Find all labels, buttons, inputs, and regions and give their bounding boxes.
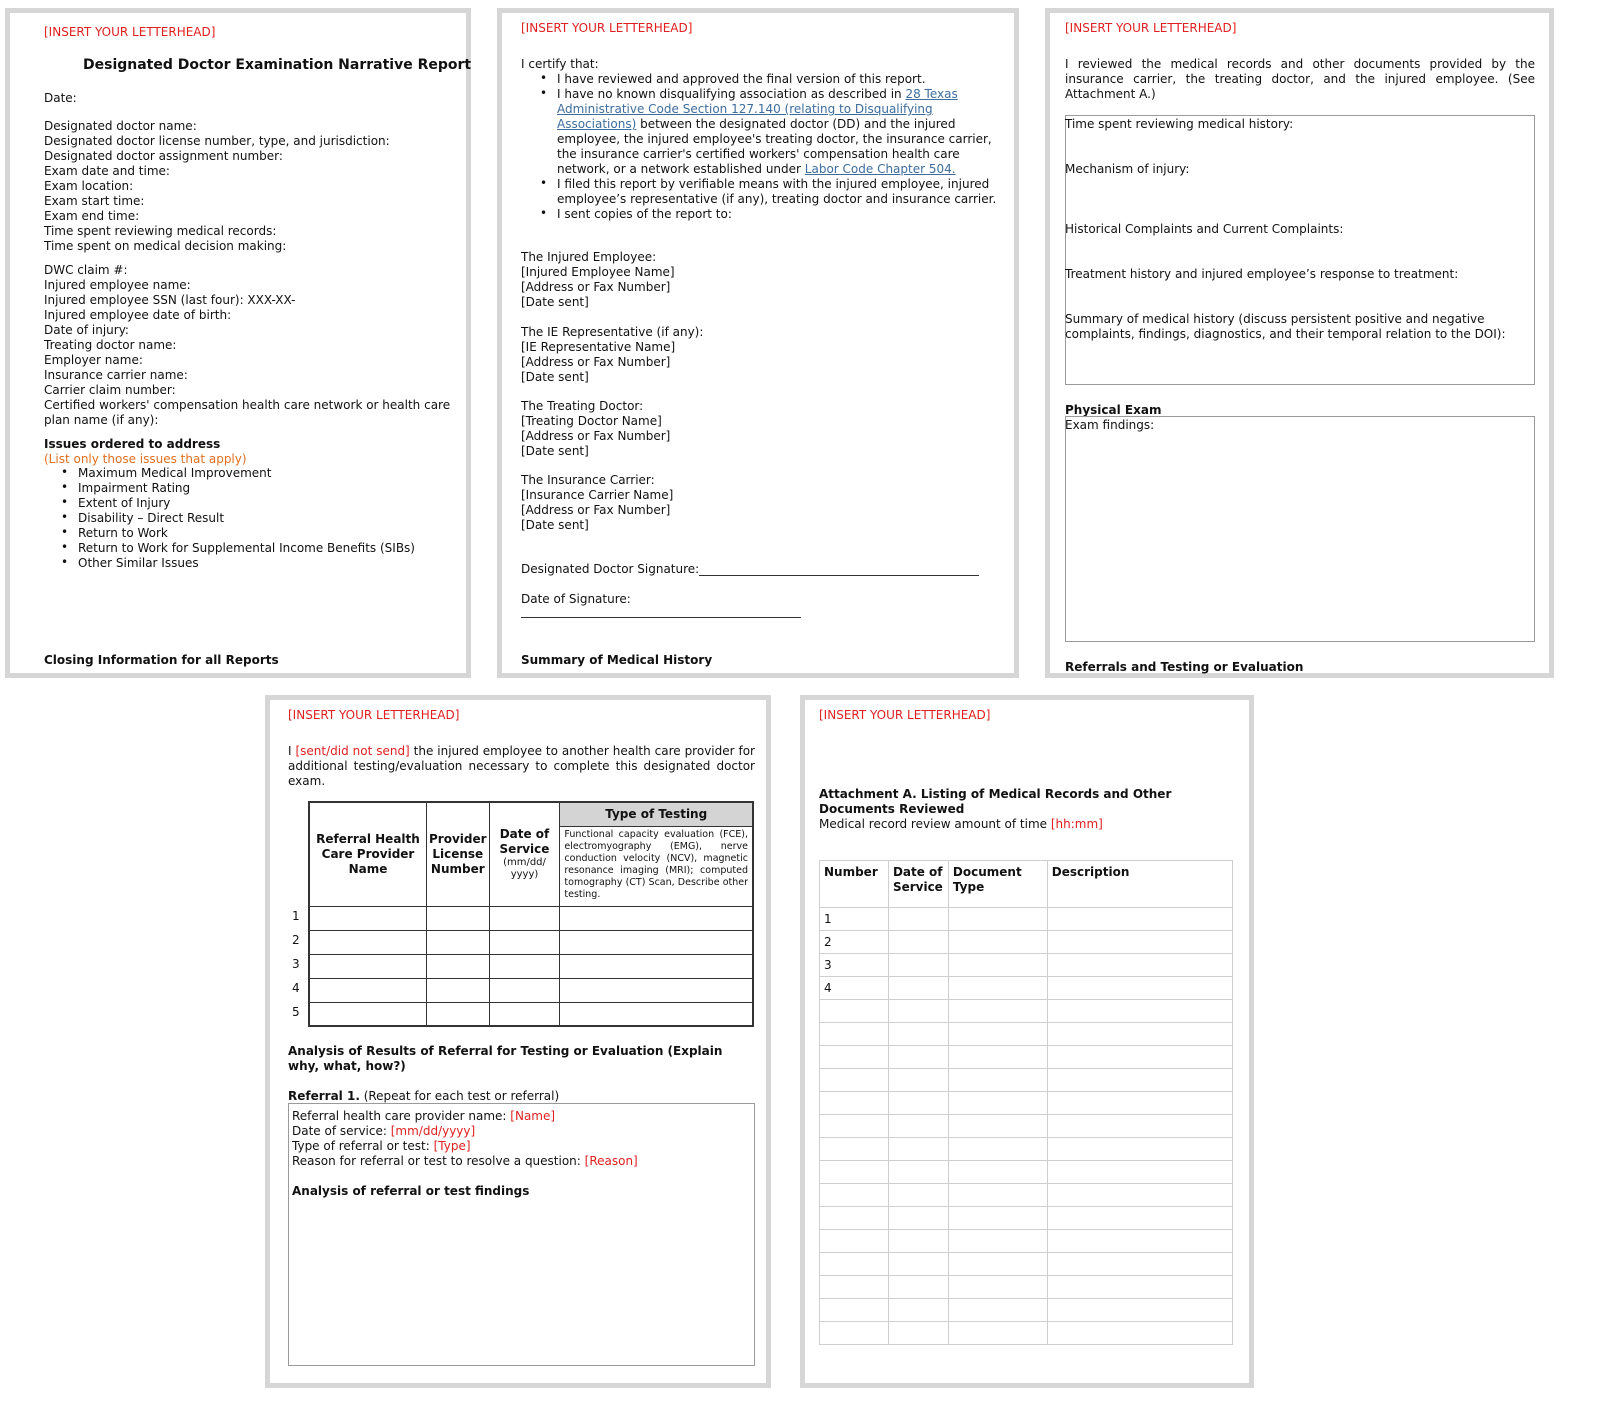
referral-intro <box>288 744 755 789</box>
referral-label: Referral 1. <box>288 1089 360 1103</box>
testing-description: Functional capacity evaluation (FCE), electromyography (EMG), nerve conduction velocity (NCV), magnetic resonance imaging (MRI); computed tomography (CT) Scan, Describe other testing. <box>560 826 753 906</box>
recipient-line: [Insurance Carrier Name] <box>521 488 674 502</box>
field-label: Exam start time: <box>44 194 145 208</box>
row-number: 5 <box>292 1005 300 1019</box>
table-row[interactable] <box>820 1069 1233 1092</box>
medical-history-box[interactable] <box>1065 115 1535 385</box>
review-time-label: Medical record review amount of time <box>819 817 1051 831</box>
field-placeholder[interactable]: [Type] <box>433 1139 471 1153</box>
review-time-placeholder[interactable]: [hh:mm] <box>1050 817 1103 831</box>
col-header-date-of-service: Date of Service <box>888 861 948 908</box>
table-row[interactable] <box>820 954 1233 977</box>
row-number: 4 <box>820 977 889 1000</box>
claim-fields <box>44 263 464 428</box>
field-label: Injured employee name: <box>44 278 191 292</box>
table-row[interactable] <box>309 954 753 978</box>
dd-fields <box>44 119 390 254</box>
history-item: Historical Complaints and Current Complaints: <box>1065 222 1344 236</box>
col-header-provider-name: Referral Health Care Provider Name <box>309 802 427 906</box>
field-label: Designated doctor name: <box>44 119 197 133</box>
analysis-heading: Analysis of Results of Referral for Testing or Evaluation (Explain why, what, how?) <box>288 1044 723 1073</box>
history-item: Mechanism of injury: <box>1065 162 1190 176</box>
recipient-line: [Address or Fax Number] <box>521 503 671 517</box>
field-label: Injured employee date of birth: <box>44 308 232 322</box>
history-item: Time spent reviewing medical history: <box>1065 117 1294 131</box>
records-table <box>819 860 1233 1345</box>
table-row[interactable] <box>820 1161 1233 1184</box>
referral-field <box>292 1139 638 1154</box>
referral-field <box>292 1124 638 1139</box>
field-label: Designated doctor license number, type, and jurisdiction: <box>44 134 390 148</box>
findings-heading: Analysis of referral or test findings <box>292 1184 530 1198</box>
recipient-block <box>521 473 673 533</box>
table-row[interactable] <box>309 906 753 930</box>
recipient-heading: The Treating Doctor: <box>521 399 644 413</box>
recipient-line: [Date sent] <box>521 370 589 384</box>
letterhead-placeholder: [INSERT YOUR LETTERHEAD] <box>819 708 991 722</box>
field-label: Time spent on medical decision making: <box>44 239 287 253</box>
issues-list <box>78 466 415 571</box>
date-label: Date: <box>44 91 77 105</box>
issues-heading: Issues ordered to address <box>44 437 221 451</box>
intro-text: the injured employee to another health care provider for additional testing/evaluation necessary to complete this designated doctor exam. <box>288 744 755 788</box>
table-row[interactable] <box>820 1253 1233 1276</box>
issue-item: • Other Similar Issues <box>78 556 415 571</box>
date-of-service-title: Date of Service <box>499 827 550 857</box>
recipient-line: [Address or Fax Number] <box>521 429 671 443</box>
letterhead-placeholder: [INSERT YOUR LETTERHEAD] <box>44 25 216 39</box>
table-row[interactable] <box>820 1000 1233 1023</box>
field-label: Date of service: <box>292 1124 391 1138</box>
field-placeholder[interactable]: [Name] <box>510 1109 556 1123</box>
exam-findings-label: Exam findings: <box>1065 418 1155 432</box>
recipient-line: [Address or Fax Number] <box>521 355 671 369</box>
intro-text: I <box>288 744 296 758</box>
issues-note: (List only those issues that apply) <box>44 452 247 466</box>
certification-text: I have no known disqualifying association as described in <box>557 87 906 101</box>
referral-heading <box>288 1089 559 1104</box>
referral-note: (Repeat for each test or referral) <box>359 1089 560 1103</box>
field-label: Exam end time: <box>44 209 140 223</box>
field-placeholder[interactable]: [Reason] <box>584 1154 638 1168</box>
page-closing-information <box>497 8 1019 678</box>
table-row[interactable] <box>820 1138 1233 1161</box>
field-label: Injured employee SSN (last four): XXX-XX- <box>44 293 296 307</box>
review-intro: I reviewed the medical records and other documents provided by the insurance carrier, the treating doctor, and the injured employee. (See Attachment A.) <box>1065 57 1535 101</box>
field-label: Carrier claim number: <box>44 383 176 397</box>
field-label: DWC claim #: <box>44 263 128 277</box>
certification-item: • I have reviewed and approved the final version of this report. <box>557 72 997 87</box>
recipient-line: [Date sent] <box>521 444 589 458</box>
letterhead-placeholder: [INSERT YOUR LETTERHEAD] <box>288 708 460 722</box>
table-row[interactable] <box>820 908 1233 931</box>
recipient-line: [Treating Doctor Name] <box>521 414 662 428</box>
issue-item: • Maximum Medical Improvement <box>78 466 415 481</box>
field-label: Exam date and time: <box>44 164 170 178</box>
recipient-line: [IE Representative Name] <box>521 340 676 354</box>
page-footer-heading: Referrals and Testing or Evaluation <box>1065 660 1304 674</box>
letterhead-placeholder: [INSERT YOUR LETTERHEAD] <box>521 21 693 35</box>
row-number: 2 <box>820 931 889 954</box>
page-footer-heading: Summary of Medical History <box>521 653 713 667</box>
certification-list <box>557 72 997 222</box>
col-header-type-of-testing: Type of Testing <box>560 802 753 826</box>
recipient-heading: The IE Representative (if any): <box>521 325 704 339</box>
certification-item <box>557 87 997 177</box>
certify-label: I certify that: <box>521 57 599 71</box>
col-header-date-of-service <box>489 802 560 906</box>
table-row[interactable] <box>820 1230 1233 1253</box>
field-label: Exam location: <box>44 179 134 193</box>
table-row[interactable] <box>309 1002 753 1026</box>
attachment-heading: Attachment A. Listing of Medical Records and Other Documents Reviewed <box>819 787 1172 816</box>
signature-line[interactable] <box>699 575 979 576</box>
page-referrals <box>265 695 771 1388</box>
signature-label: Designated Doctor Signature: <box>521 562 700 576</box>
recipient-heading: The Injured Employee: <box>521 250 657 264</box>
review-time-line <box>819 817 1103 832</box>
field-label: Designated doctor assignment number: <box>44 149 283 163</box>
field-label: Date of injury: <box>44 323 129 337</box>
field-placeholder[interactable]: [mm/dd/yyyy] <box>390 1124 476 1138</box>
recipient-line: [Date sent] <box>521 295 589 309</box>
table-row[interactable] <box>820 1046 1233 1069</box>
certification-text: between the designated doctor (DD) and the injured employee, the injured employee's treating doctor, the insurance carrier, the insurance carrier's certified workers' compensation health care network, or a network established under <box>557 117 992 176</box>
recipient-block <box>521 250 675 310</box>
recipient-block <box>521 399 670 459</box>
table-row[interactable] <box>820 1299 1233 1322</box>
certification-item: • I filed this report by verifiable means with the injured employee, injured employee’s representative (if any), treating doctor and insurance carrier. <box>557 177 997 207</box>
table-row[interactable] <box>820 1276 1233 1299</box>
tac-127-140-link[interactable]: 28 Texas Administrative Code Section 127.140 (relating to Disqualifying Associations) <box>557 87 958 131</box>
issue-item: • Extent of Injury <box>78 496 415 511</box>
issue-item: • Disability – Direct Result <box>78 511 415 526</box>
table-row[interactable] <box>309 978 753 1002</box>
signature-date-line[interactable] <box>521 617 801 618</box>
row-number: 3 <box>820 954 889 977</box>
exam-findings-box[interactable] <box>1065 416 1535 642</box>
signature-date-label: Date of Signature: <box>521 592 631 606</box>
referral-field <box>292 1154 638 1169</box>
row-number: 4 <box>292 981 300 995</box>
report-title: Designated Doctor Examination Narrative Report <box>83 57 472 73</box>
issue-item: • Return to Work <box>78 526 415 541</box>
table-row[interactable] <box>820 977 1233 1000</box>
table-row[interactable] <box>820 1023 1233 1046</box>
page-footer-heading: Closing Information for all Reports <box>44 653 279 667</box>
certification-item: • I sent copies of the report to: <box>557 207 997 222</box>
field-label: Treating doctor name: <box>44 338 177 352</box>
referral-fields <box>292 1109 638 1169</box>
field-label: Insurance carrier name: <box>44 368 188 382</box>
table-row[interactable] <box>820 1092 1233 1115</box>
table-row[interactable] <box>820 931 1233 954</box>
table-row[interactable] <box>820 1184 1233 1207</box>
row-number: 2 <box>292 933 300 947</box>
col-header-description: Description <box>1047 861 1232 908</box>
field-label: Certified workers' compensation health care network or health care plan name (if any): <box>44 398 451 427</box>
row-number: 1 <box>820 908 889 931</box>
page-medical-history <box>1045 8 1554 678</box>
issue-item: • Impairment Rating <box>78 481 415 496</box>
date-format-hint: (mm/dd/ yyyy) <box>503 857 546 881</box>
table-row[interactable] <box>820 1115 1233 1138</box>
table-row[interactable] <box>820 1322 1233 1345</box>
field-label: Time spent reviewing medical records: <box>44 224 277 238</box>
history-item: Summary of medical history (discuss persistent positive and negative complaints, findings, diagnostics, and their temporal relation to the DOI): <box>1065 312 1506 341</box>
field-label: Employer name: <box>44 353 143 367</box>
referral-table <box>308 801 754 1027</box>
field-label: Reason for referral or test to resolve a question: <box>292 1154 585 1168</box>
row-number: 3 <box>292 957 300 971</box>
col-header-document-type: Document Type <box>948 861 1047 908</box>
issue-item: • Return to Work for Supplemental Income Benefits (SIBs) <box>78 541 415 556</box>
referral-field <box>292 1109 638 1124</box>
col-header-number: Number <box>820 861 889 908</box>
history-item: Treatment history and injured employee’s response to treatment: <box>1065 267 1459 281</box>
recipient-block <box>521 325 703 385</box>
recipient-line: [Date sent] <box>521 518 589 532</box>
recipient-heading: The Insurance Carrier: <box>521 473 655 487</box>
recipient-line: [Injured Employee Name] <box>521 265 675 279</box>
sent-option-placeholder[interactable]: [sent/did not send] <box>295 744 410 758</box>
col-header-license: Provider License Number <box>427 802 490 906</box>
labor-code-504-link[interactable]: Labor Code Chapter 504. <box>804 162 956 176</box>
row-number: 1 <box>292 909 300 923</box>
recipient-line: [Address or Fax Number] <box>521 280 671 294</box>
table-row[interactable] <box>820 1207 1233 1230</box>
page-attachment-a <box>800 695 1254 1388</box>
field-label: Type of referral or test: <box>292 1139 434 1153</box>
page-narrative-report <box>5 8 471 678</box>
field-label: Referral health care provider name: <box>292 1109 511 1123</box>
physical-exam-heading: Physical Exam <box>1065 403 1162 417</box>
table-row[interactable] <box>309 930 753 954</box>
letterhead-placeholder: [INSERT YOUR LETTERHEAD] <box>1065 21 1237 35</box>
